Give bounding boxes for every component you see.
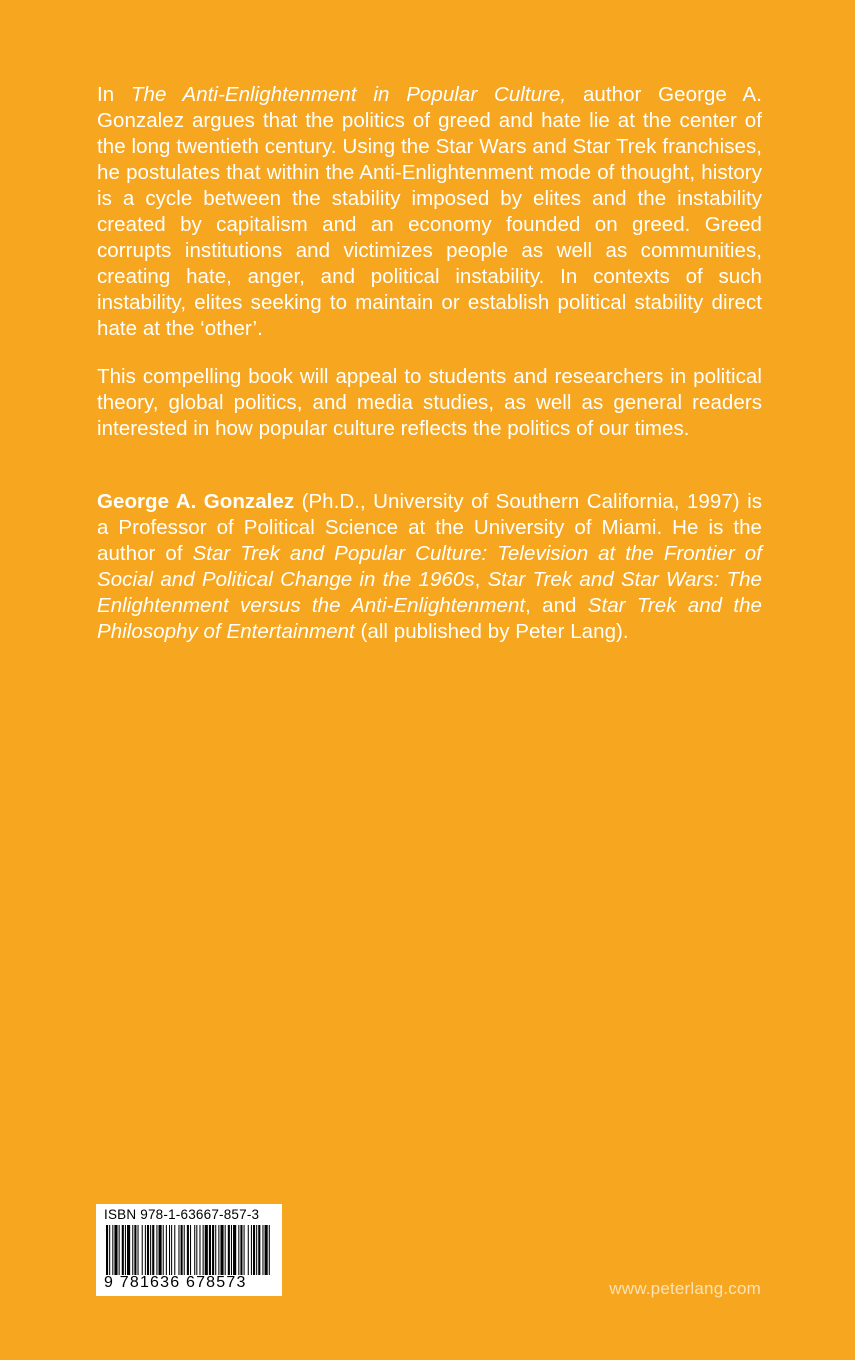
barcode-bar [269,1225,270,1275]
barcode-bars [104,1225,274,1275]
barcode-bar [171,1225,172,1275]
barcode-bar [218,1225,219,1275]
bio-text-1: (Ph.D., University of Southern California, 1997) is a Professor of Political Science at the University of Miami. He is the author of [97,490,762,565]
book-description [97,82,762,667]
barcode-bar [251,1225,252,1275]
barcode-bar [142,1225,143,1275]
summary-intro: In [97,83,131,106]
barcode-bar [238,1225,239,1275]
barcode-bar [215,1225,216,1275]
bio-text-2: , [474,568,488,591]
bio-text-3: , and [525,594,588,617]
barcode-bar [122,1225,124,1275]
author-name: George A. Gonzalez [97,490,295,513]
barcode-bar [194,1225,195,1275]
barcode-bar [106,1225,108,1275]
barcode-bar [240,1225,242,1275]
barcode-digits: 9 781636 678573 [104,1274,247,1291]
barcode-bar [220,1225,223,1275]
barcode-bar [253,1225,255,1275]
barcode-bar [132,1225,133,1275]
book-title-1: Star Trek and Popular Culture: Television at the Frontier of Social and Political Change in the 1960s [97,542,762,591]
barcode-bar [233,1225,236,1275]
barcode-bar [159,1225,162,1275]
barcode-bar [244,1225,245,1275]
audience-paragraph: This compelling book will appeal to students and researchers in political theory, global politics, and media studies, as well as general readers interested in how popular culture reflects the politics of our times. [97,365,762,440]
barcode-bar [262,1225,263,1275]
barcode-bar [203,1225,204,1275]
barcode-bar [228,1225,230,1275]
barcode-bar [147,1225,149,1275]
barcode-bar [184,1225,185,1275]
book-title-3: Star Trek and the Philosophy of Entertainment [97,594,763,643]
barcode-bar [150,1225,151,1275]
barcode-bar [205,1225,208,1275]
barcode-bar [138,1225,139,1275]
barcode-bar [199,1225,200,1275]
barcode-bar [145,1225,146,1275]
author-bio [97,489,762,645]
summary-paragraph [97,82,762,342]
barcode-bar [190,1225,191,1275]
barcode-bar [256,1225,257,1275]
barcode-bar [125,1225,126,1275]
summary-text: author George A. Gonzalez argues that the politics of greed and hate lie at the center of the long twentieth century. Using the Star Wars and Star Trek franchises, he postulates that within the Anti-Enlightenment mode of thought, history is a cycle between the stability imposed by elites and the instability created by capitalism and an economy founded on greed. Greed corrupts institutions and victimizes people as well as communities, creating hate, anger, and political instability. In contexts of such instability, elites seeking to maintain or establish political stability direct hate at the ‘other’. [97,83,762,340]
book-title: The Anti-Enlightenment in Popular Culture, [130,83,567,106]
barcode-bar [127,1225,130,1275]
bio-text-4: (all published by Peter Lang). [354,620,629,643]
barcode-bar [114,1225,117,1275]
barcode-bar [156,1225,157,1275]
isbn-barcode [96,1204,282,1296]
barcode-bar [174,1225,175,1275]
barcode-bar [265,1225,268,1275]
barcode-bar [248,1225,249,1275]
barcode-bar [169,1225,170,1275]
barcode-bar [134,1225,136,1275]
barcode-bar [166,1225,167,1275]
barcode-bar [196,1225,197,1275]
barcode-bar [109,1225,110,1275]
barcode-bar [187,1225,189,1275]
barcode-bar [163,1225,164,1275]
barcode-bar [152,1225,154,1275]
barcode-bar [178,1225,179,1275]
barcode-bar [212,1225,214,1275]
barcode-bar [119,1225,120,1275]
barcode-bar [258,1225,260,1275]
publisher-website: www.peterlang.com [609,1279,761,1298]
barcode-bar [231,1225,232,1275]
barcode-bar [112,1225,113,1275]
barcode-bar [225,1225,226,1275]
book-title-2: Star Trek and Star Wars: The Enlightenment versus the Anti-Enlightenment [97,568,762,617]
barcode-bar [209,1225,211,1275]
isbn-label: ISBN 978-1-63667-857-3 [104,1207,260,1222]
barcode-bar [181,1225,183,1275]
